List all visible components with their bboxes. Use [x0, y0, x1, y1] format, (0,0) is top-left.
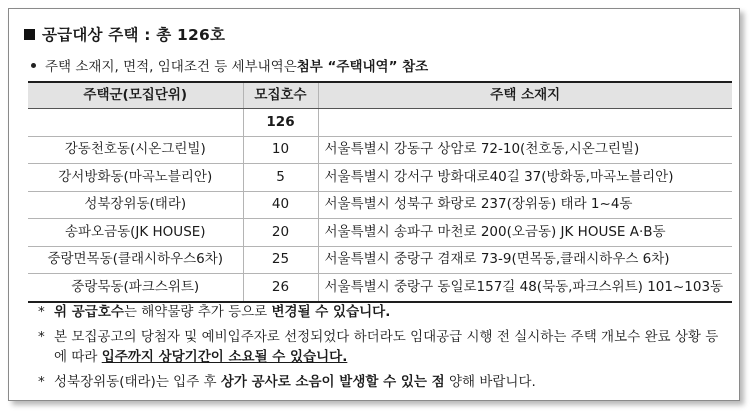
note-bold: 변경될 수 있습니다.	[271, 304, 391, 320]
table-row	[28, 164, 732, 192]
count-cell: 40	[243, 191, 318, 219]
section-heading	[24, 23, 225, 45]
address-cell: 서울특별시 성북구 화랑로 237(장위동) 태라 1~4동	[318, 191, 732, 219]
address-cell: 서울특별시 중랑구 겸재로 73-9(면목동,클래시하우스 6차)	[318, 246, 732, 274]
square-bullet-icon	[24, 29, 35, 40]
note-item	[38, 372, 728, 392]
notice-panel	[8, 8, 740, 401]
count-cell: 20	[243, 219, 318, 247]
note-text: 는 해약물량 추가 등으로	[123, 304, 272, 320]
intro-bold: 첨부 “주택내역” 참조	[296, 59, 429, 75]
group-cell: 강동천호동(시온그린빌)	[28, 136, 243, 164]
address-cell: 서울특별시 강서구 방화대로40길 37(방화동,마곡노블리안)	[318, 164, 732, 192]
count-cell: 25	[243, 246, 318, 274]
column-header-group: 주택군(모집단위)	[28, 82, 243, 109]
table-header-row	[28, 82, 732, 109]
notes-list	[38, 302, 728, 397]
group-cell: 송파오금동(JK HOUSE)	[28, 219, 243, 247]
table-row	[28, 219, 732, 247]
table-row	[28, 246, 732, 274]
note-marker: *	[38, 329, 45, 345]
column-header-count: 모집호수	[243, 82, 318, 109]
dot-bullet-icon	[31, 63, 36, 68]
group-cell: 중랑면목동(클래시하우스6차)	[28, 246, 243, 274]
group-cell: 강서방화동(마곡노블리안)	[28, 164, 243, 192]
group-cell: 성북장위동(태라)	[28, 191, 243, 219]
count-cell: 10	[243, 136, 318, 164]
table-row	[28, 136, 732, 164]
total-row	[28, 109, 732, 137]
group-cell: 중랑묵동(파크스위트)	[28, 274, 243, 302]
intro-line	[31, 55, 428, 75]
note-text: 양해 바랍니다.	[444, 374, 536, 390]
count-cell: 5	[243, 164, 318, 192]
address-cell: 서울특별시 송파구 마천로 200(오금동) JK HOUSE A·B동	[318, 219, 732, 247]
column-header-address: 주택 소재지	[318, 82, 732, 109]
note-bold: 상가 공사로 소음이 발생할 수 있는 점	[220, 374, 445, 390]
note-item	[38, 302, 728, 322]
total-label-cell	[28, 109, 243, 137]
heading-text: 공급대상 주택 : 총 126호	[42, 26, 226, 44]
note-marker: *	[38, 374, 45, 390]
table-row	[28, 191, 732, 219]
total-count: 126	[243, 109, 318, 137]
note-marker: *	[38, 304, 45, 320]
note-bold-underlined: 입주까지 상당기간이 소요될 수 있습니다.	[101, 349, 348, 365]
table-row	[28, 274, 732, 302]
note-text: 본 모집공고의 당첨자 및 예비입주자로 선정되었다 하더라도 임대공급 시행 전 실시하는 주택 개보수 완료 상황 등에 따라	[54, 329, 719, 365]
intro-text: 주택 소재지, 면적, 임대조건 등 세부내역은	[45, 59, 297, 75]
address-cell: 서울특별시 강동구 상암로 72-10(천호동,시온그린빌)	[318, 136, 732, 164]
housing-table	[28, 81, 732, 303]
address-cell: 서울특별시 중랑구 동일로157길 48(묵동,파크스위트) 101~103동	[318, 274, 732, 302]
count-cell: 26	[243, 274, 318, 302]
note-text: 성북장위동(태라)는 입주 후	[54, 374, 221, 390]
note-item	[38, 327, 728, 367]
total-address-cell	[318, 109, 732, 137]
note-bold: 위 공급호수	[54, 304, 124, 320]
